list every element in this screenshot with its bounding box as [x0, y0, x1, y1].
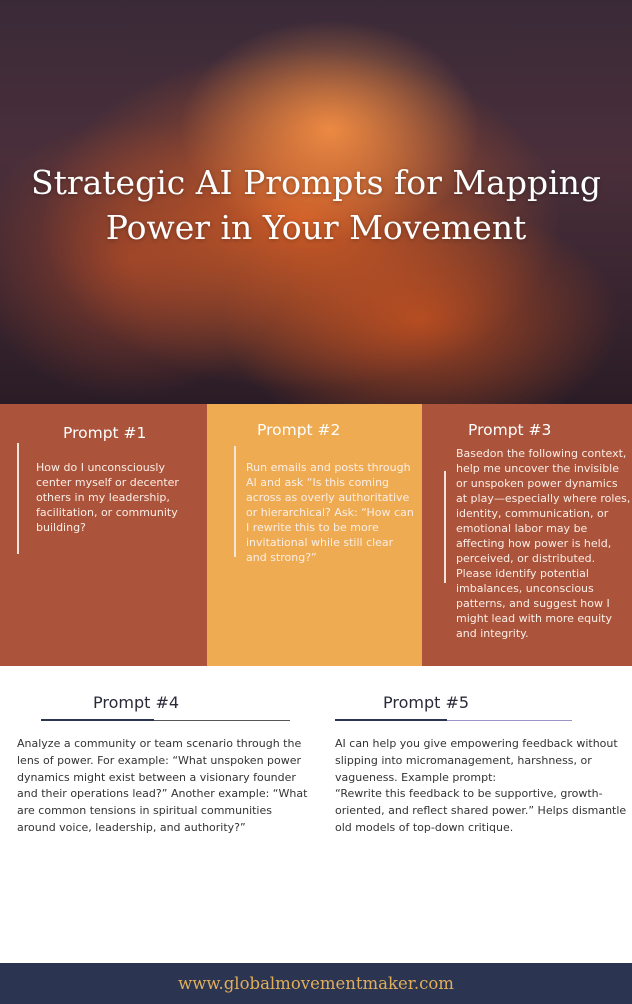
underline [335, 719, 447, 721]
prompt-title: Prompt #3 [468, 421, 552, 439]
page-title [0, 160, 632, 250]
prompt-text: How do I unconsciously center myself or decenter others in my leadership, facilitation, or community building? [36, 461, 179, 534]
prompt-title: Prompt #5 [383, 693, 470, 712]
prompt-text [335, 736, 627, 837]
prompt-title: Prompt #2 [257, 421, 341, 439]
prompt-text: Basedon the following context, help me uncover the invisible or unspoken power dynamics at play—especially where roles, identity, communication, or emotional labor may be affecting how power is held, perceived, or distributed. Please identify potential imbalances, unconscious patterns, and suggest how I might lead with more equity and integrity. [456, 447, 631, 640]
lower-section [0, 666, 632, 963]
underline [41, 719, 154, 721]
divider [17, 443, 19, 554]
divider [234, 446, 236, 557]
divider [444, 471, 446, 583]
underline [154, 720, 290, 721]
prompt-card-3 [422, 404, 632, 666]
prompt-title: Prompt #4 [93, 693, 180, 712]
prompt-title: Prompt #1 [63, 424, 147, 442]
underline [447, 720, 572, 721]
prompt-text-part-1: AI can help you give empowering feedback without slipping into micromanagement, harshness, or vagueness. Example prompt: [335, 737, 618, 784]
prompt-text: Run emails and posts through AI and ask “Is this coming across as overly authoritative or hierarchical? Ask: “How can I rewrite this to be more invitational while still clear and strong?” [246, 461, 414, 564]
prompt-text: Analyze a community or team scenario through the lens of power. For example: “What unspoken power dynamics might exist between a visionary founder and their operations lead?” Another example: “What are common tensions in spiritual communities around voice, leadership, and authority?” [17, 737, 308, 834]
website-link[interactable]: www.globalmovementmaker.com [178, 974, 454, 993]
footer [0, 963, 632, 1004]
prompt-card-2 [207, 404, 422, 666]
hero-banner [0, 0, 632, 404]
prompt-text-part-2: “Rewrite this feedback to be supportive, growth-oriented, and reflect shared power.” Helps dismantle old models of top-down critique. [335, 787, 627, 834]
title-line-2: Power in Your Movement [105, 208, 527, 247]
title-line-1: Strategic AI Prompts for Mapping [30, 163, 602, 202]
prompt-card-1 [0, 404, 207, 666]
